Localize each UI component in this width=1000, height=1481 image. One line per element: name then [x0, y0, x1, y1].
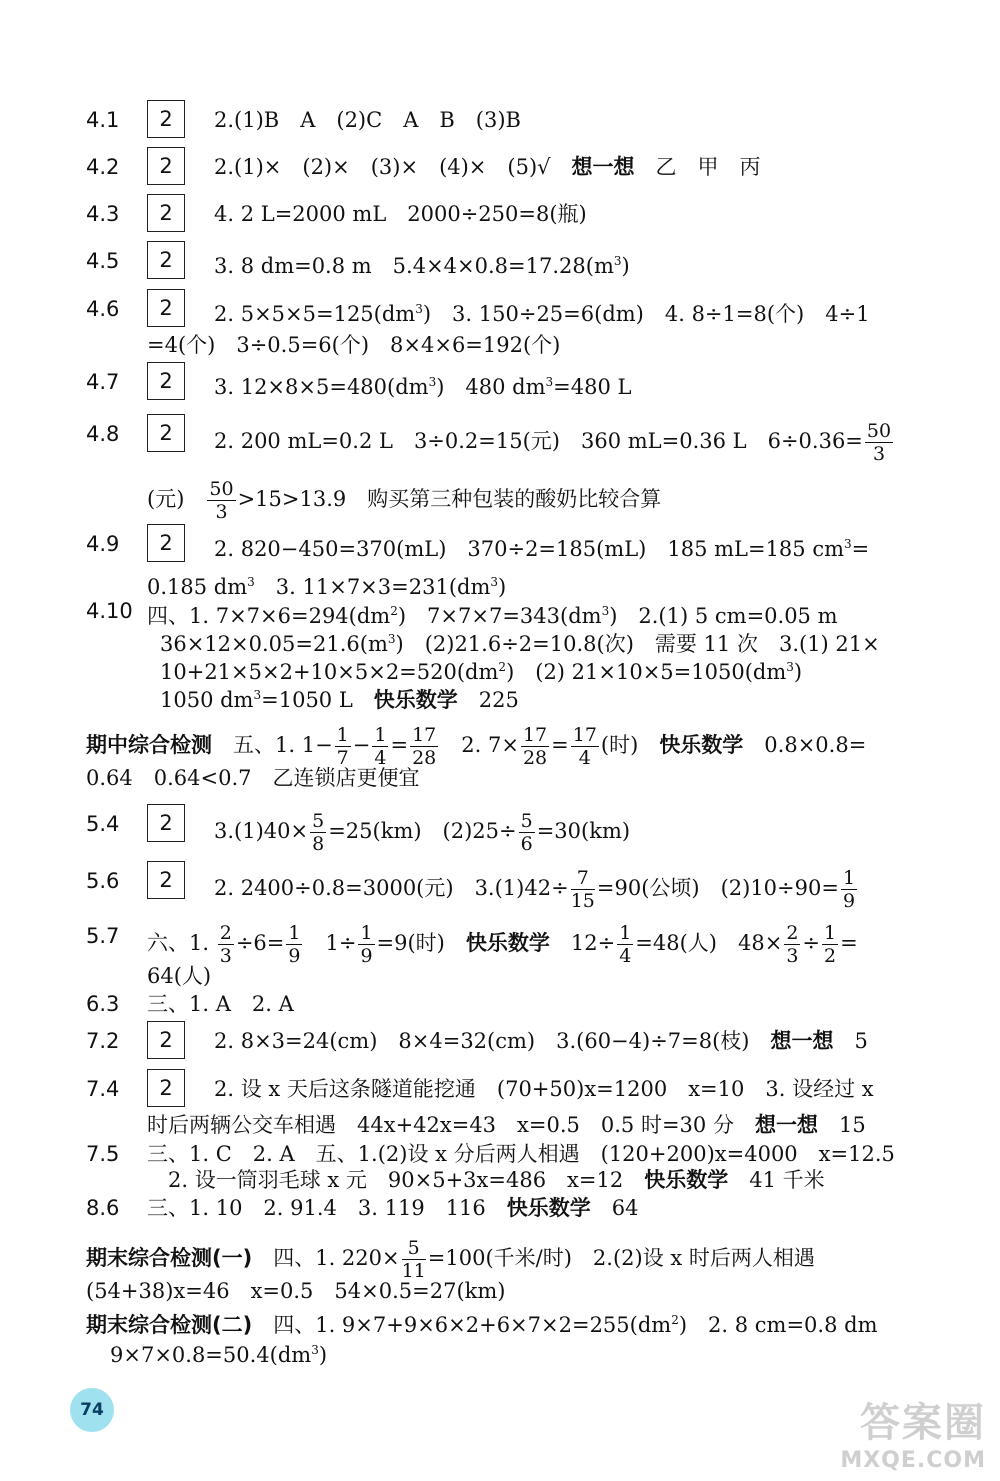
answer-text: 2. $5\times 5\times 5=125(dm^3)$ 3. 150÷25=6(dm) 4. 8÷1=8(个) 4÷1 — [214, 302, 870, 326]
answer-continuation: (元) $\frac{50}{3}$ >15>13.9 购买第三种包装的酸奶比较合算 — [147, 478, 662, 523]
answer-continuation: 2. 设一筒羽毛球 x 元 90×5+3x=486 x=12 快乐数学 41 千米 — [168, 1168, 825, 1192]
answer-continuation: 0.64 0.64<0.7 乙连锁店更便宜 — [86, 766, 420, 790]
answer-text: 三、1. 10 2. 91.4 3. 119 116 快乐数学 64 — [147, 1196, 639, 1220]
answer-text: 2.(1)B A (2)C A B (3)B — [214, 108, 521, 132]
answer-continuation: 64(人) — [147, 964, 212, 988]
section-label: 4.2 — [86, 155, 120, 179]
section-label: 4.10 — [86, 599, 133, 623]
answer-text: 2.(1)× (2)× (3)× (4)× (5)√ 想一想 乙 甲 丙 — [214, 155, 761, 179]
score-box: 2 — [147, 414, 185, 452]
section-label: 4.5 — [86, 249, 120, 273]
section-label: 4.1 — [86, 108, 120, 132]
section-heading: 期中综合检测 — [86, 733, 212, 757]
section-label: 5.4 — [86, 812, 120, 836]
bonus-heading: 快乐数学 — [644, 1168, 729, 1192]
score-box: 2 — [147, 147, 185, 185]
answer-continuation: 1050 $dm^3=1050$ L 快乐数学 225 — [160, 688, 519, 712]
fraction: $\frac{50}{3}$ — [209, 478, 234, 523]
section-label: 4.6 — [86, 297, 120, 321]
section-label: 5.7 — [86, 924, 120, 948]
bonus-heading: 想一想 — [571, 155, 635, 179]
answer-text: 3. 8 dm=0.8 m $5.4\times 4\times 0.8=17.28(m^3)$ — [214, 254, 630, 278]
section-label: 6.3 — [86, 992, 120, 1016]
score-box: 2 — [147, 524, 185, 562]
answer-text: 六、1. $\frac{2}{3}$ ÷6= $\frac{1}{9}$ 1÷ $\frac{1}{9}$ =9(时) 快乐数学 12÷ $\frac{1}{4}$ =48(人) 48× $\frac{2}{3}$ ÷ $\frac{1}{2}$ = — [147, 922, 858, 967]
answer-text: 3. $12\times 8\times 5=480(dm^3)$ 480 $dm^3=480$ L — [214, 375, 632, 399]
answer-text: 期末综合检测(一) 四、1. 220× $\frac{5}{11}$ =100(千米/时) 2.(2)设 x 时后两人相遇 — [86, 1237, 815, 1282]
answer-continuation: (54+38)x=46 x=0.5 54×0.5=27(km) — [86, 1279, 506, 1303]
section-label: 4.9 — [86, 532, 120, 556]
answer-continuation: 时后两辆公交车相遇 44x+42x=43 x=0.5 0.5 时=30 分 想一想 15 — [147, 1113, 866, 1137]
answer-text: 2. 8×3=24(cm) 8×4=32(cm) 3.(60−4)÷7=8(枝) 想一想 5 — [214, 1029, 868, 1053]
page-number: 74 — [70, 1388, 114, 1432]
bonus-heading: 想一想 — [770, 1029, 834, 1053]
answer-continuation: $9\times 7\times 0.8=50.4(dm^3)$ — [110, 1343, 328, 1367]
answer-text: 期末综合检测(二) 四、1. $9\times 7+9\times 6\times 2+6\times 7\times 2=255(dm^2)$ 2. 8 cm=0.8 dm — [86, 1313, 878, 1337]
score-box: 2 — [147, 289, 185, 327]
bonus-heading: 快乐数学 — [373, 688, 458, 712]
answer-text: 期中综合检测 五、1. 1− $\frac{1}{7}$ − $\frac{1}{4}$ = $\frac{17}{28}$ 2. 7× $\frac{17}{28}$ = $\frac{17}{4}$ (时) 快乐数学 0.8×0.8= — [86, 724, 867, 769]
answer-text: 三、1. A 2. A — [147, 992, 294, 1016]
fraction: $\frac{50}{3}$ — [866, 420, 892, 465]
bonus-heading: 快乐数学 — [465, 931, 550, 955]
bonus-heading: 想一想 — [754, 1113, 818, 1137]
section-label: 7.2 — [86, 1029, 120, 1053]
score-box: 2 — [147, 804, 185, 842]
section-label: 7.4 — [86, 1077, 120, 1101]
score-box: 2 — [147, 100, 185, 138]
score-box: 2 — [147, 1021, 185, 1059]
answer-text: 2. 2400÷0.8=3000(元) 3.(1)42÷ $\frac{7}{15}$ =90(公顷) (2)10÷90= $\frac{1}{9}$ — [214, 867, 856, 912]
score-box: 2 — [147, 194, 185, 232]
section-label: 4.8 — [86, 422, 120, 446]
score-box: 2 — [147, 1069, 185, 1107]
answer-text: 3.(1)40× $\frac{5}{8}$ =25(km) (2)25÷ $\frac{5}{6}$ =30(km) — [214, 810, 631, 855]
watermark-logo: 答案圈 MXQE.COM — [840, 1400, 986, 1473]
answer-text: 2. 820−450=370(mL) 370÷2=185(mL) 185 mL=185 $cm^3=$ — [214, 537, 870, 561]
answer-continuation: =4(个) 3÷0.5=6(个) 8×4×6=192(个) — [147, 333, 561, 357]
section-label: 4.7 — [86, 370, 120, 394]
answer-text: 四、1. $7\times 7\times 6=294(dm^2)$ $7\times 7\times 7=343(dm^3)$ 2.(1) 5 cm=0.05 m — [147, 604, 838, 628]
score-box: 2 — [147, 241, 185, 279]
score-box: 2 — [147, 861, 185, 899]
score-box: 2 — [147, 362, 185, 400]
answer-text: 三、1. C 2. A 五、1.(2)设 x 分后两人相遇 (120+200)x=4000 x=12.5 — [147, 1142, 895, 1166]
section-label: 8.6 — [86, 1196, 120, 1220]
bonus-heading: 快乐数学 — [659, 733, 744, 757]
bonus-heading: 快乐数学 — [506, 1196, 591, 1220]
answer-text: 2. 设 x 天后这条隧道能挖通 (70+50)x=1200 x=10 3. 设经过 x — [214, 1077, 874, 1101]
section-label: 5.6 — [86, 869, 120, 893]
section-label: 4.3 — [86, 202, 120, 226]
answer-continuation: $36\times 12\times 0.05=21.6(m^3)$ (2)21.6÷2=10.8(次) 需要 11 次 3.(1) 21× — [160, 632, 880, 656]
answer-text: 2. 200 mL=0.2 L 3÷0.2=15(元) 360 mL=0.36 L 6÷0.36= $\frac{50}{3}$ — [214, 420, 892, 465]
answer-continuation: 0.185 $dm^3$ 3. $11\times 7\times 3=231(dm^3)$ — [147, 575, 507, 599]
answer-text: 4. 2 L=2000 mL 2000÷250=8(瓶) — [214, 202, 587, 226]
section-heading: 期末综合检测(二) — [86, 1313, 253, 1337]
section-heading: 期末综合检测(一) — [86, 1246, 253, 1270]
section-label: 7.5 — [86, 1142, 120, 1166]
answer-continuation: $10+21\times 5\times 2+10\times 5\times 2=520(dm^2)$ (2) $21\times 10\times 5=1050(dm^3)$ — [160, 660, 803, 684]
